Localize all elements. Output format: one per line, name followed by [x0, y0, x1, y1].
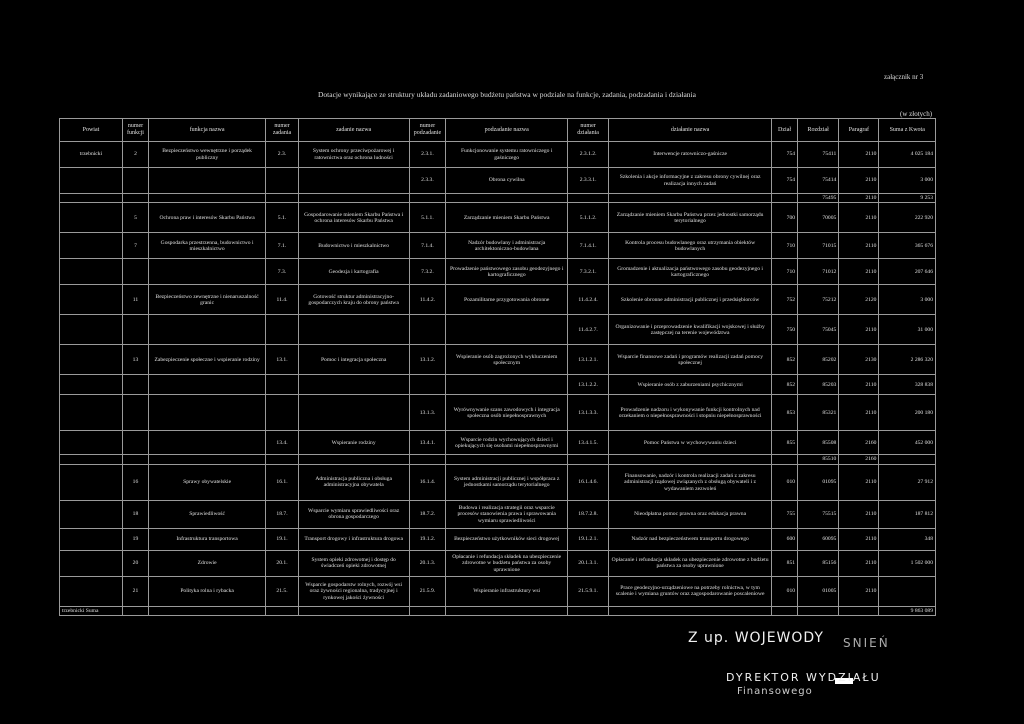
table-cell: 01095	[798, 464, 839, 500]
table-cell: Wspieranie infrastruktury wsi	[446, 576, 568, 606]
table-cell	[609, 606, 772, 615]
table-cell	[298, 375, 409, 395]
table-row	[60, 431, 936, 455]
column-header: zadanie nazwa	[298, 119, 409, 142]
table-cell: 11	[122, 285, 148, 315]
table-cell: 3 000	[879, 168, 936, 194]
table-cell: 13.1.2.	[409, 345, 446, 375]
table-cell: 600	[772, 528, 798, 550]
table-cell	[60, 203, 123, 233]
table-cell	[409, 455, 446, 464]
table-cell: 2110	[839, 375, 879, 395]
table-cell	[122, 606, 148, 615]
table-cell	[122, 259, 148, 285]
table-cell: 7.1.4.1.	[567, 233, 608, 259]
table-cell: 11.4.2.4.	[567, 285, 608, 315]
table-cell: Nieodpłatna pomoc prawna oraz edukacja prawna	[609, 500, 772, 528]
table-cell: 853	[772, 395, 798, 431]
table-cell: 18.7.2.8.	[567, 500, 608, 528]
table-cell: 71012	[798, 259, 839, 285]
column-header: numer działania	[567, 119, 608, 142]
table-cell: System administracji publicznej i współpraca z jednostkami samorządu terytorialnego	[446, 464, 568, 500]
table-cell: Wspieranie osób zagrożonych wykluczeniem społecznym	[446, 345, 568, 375]
table-cell	[122, 194, 148, 203]
table-cell	[298, 194, 409, 203]
table-cell: Budowa i realizacja strategii oraz wsparcie procesów stanowienia prawa i sprawowania wymiaru sprawiedliwości	[446, 500, 568, 528]
column-header: działanie nazwa	[609, 119, 772, 142]
table-cell: Bezpieczeństwo zewnętrzne i nienaruszalność granic	[149, 285, 266, 315]
table-cell	[60, 194, 123, 203]
table-cell	[409, 606, 446, 615]
table-cell: Szkolenia i akcje informacyjne z zakresu obrony cywilnej oraz realizacja innych zadań	[609, 168, 772, 194]
table-cell: 11.4.2.	[409, 285, 446, 315]
table-cell	[446, 606, 568, 615]
table-cell: 13.1.2.1.	[567, 345, 608, 375]
table-row	[60, 203, 936, 233]
table-cell	[879, 576, 936, 606]
table-row	[60, 500, 936, 528]
table-cell: 754	[772, 168, 798, 194]
table-cell: 7.1.4.	[409, 233, 446, 259]
table-cell: 21.5.9.1.	[567, 576, 608, 606]
table-cell: Finansowanie, nadzór i kontrola realizacji zadań z zakresu administracji rządowej związanych z obsługą obywateli i z wydawaniem zezwoleń	[609, 464, 772, 500]
table-cell: 19.1.2.1.	[567, 528, 608, 550]
table-row	[60, 464, 936, 500]
table-cell	[149, 455, 266, 464]
signature-line-3: Finansowego	[737, 686, 813, 697]
table-cell: Sprawy obywatelskie	[149, 464, 266, 500]
attachment-label: załącznik nr 3	[884, 73, 924, 81]
table-cell: 700	[772, 203, 798, 233]
table-cell: Wspieranie rodziny	[298, 431, 409, 455]
table-cell	[298, 315, 409, 345]
table-cell	[446, 375, 568, 395]
table-cell	[60, 168, 123, 194]
table-cell: Nadzór budowlany i administracja architektoniczno-budowlana	[446, 233, 568, 259]
table-cell: 2110	[839, 168, 879, 194]
table-cell: 755	[772, 500, 798, 528]
table-cell: Opłacanie i refundacja składek na ubezpieczenie zdrowotne w budżetu państwa za osoby uprawnione	[446, 550, 568, 576]
table-cell: 2.3.1.	[409, 142, 446, 168]
table-cell: Sprawiedliwość	[149, 500, 266, 528]
table-cell: Pomoc Państwa w wychowywaniu dzieci	[609, 431, 772, 455]
table-cell: 2160	[839, 455, 879, 464]
table-cell: 2110	[839, 395, 879, 431]
table-cell: 60095	[798, 528, 839, 550]
table-cell: trzebnicki	[60, 142, 123, 168]
table-cell	[60, 576, 123, 606]
table-cell	[122, 395, 148, 431]
table-cell	[122, 431, 148, 455]
table-cell: trzebnicki Suma	[60, 606, 123, 615]
table-cell	[609, 455, 772, 464]
table-cell: System opieki zdrowotnej i dostęp do świadczeń opieki zdrowotnej	[298, 550, 409, 576]
table-cell	[266, 168, 299, 194]
table-cell: Kontrola procesu budowlanego oraz utrzymania obiektów budowlanych	[609, 233, 772, 259]
table-cell: 855	[772, 431, 798, 455]
table-cell: Wsparcie rodzin wychowujących dzieci i opiekujących się osobami niepełnosprawnymi	[446, 431, 568, 455]
table-cell: 348	[879, 528, 936, 550]
table-cell: 16	[122, 464, 148, 500]
table-cell	[266, 315, 299, 345]
table-cell: 851	[772, 550, 798, 576]
table-cell: 31 000	[879, 315, 936, 345]
table-cell: 2110	[839, 259, 879, 285]
table-row	[60, 528, 936, 550]
table-cell: 852	[772, 375, 798, 395]
column-header: numer zadania	[266, 119, 299, 142]
table-cell: Geodezja i kartografia	[298, 259, 409, 285]
table-cell: 20.1.3.1.	[567, 550, 608, 576]
table-cell: 11.4.	[266, 285, 299, 315]
table-cell: Funkcjonowanie systemu ratowniczego i gaśniczego	[446, 142, 568, 168]
table-cell	[567, 606, 608, 615]
table-cell: Polityka rolna i rybacka	[149, 576, 266, 606]
table-row	[60, 455, 936, 464]
table-cell: Zabezpieczenie społeczne i wspieranie rodziny	[149, 345, 266, 375]
table-cell	[266, 606, 299, 615]
table-cell: Wsparcie finansowe zadań i programów realizacji zadań pomocy społecznej	[609, 345, 772, 375]
table-cell: Wsparcie wymiaru sprawiedliwości oraz obrona gospodarczego	[298, 500, 409, 528]
column-header: Suma z Kwota	[879, 119, 936, 142]
table-cell	[446, 455, 568, 464]
table-cell	[149, 194, 266, 203]
table-cell: 5.1.1.	[409, 203, 446, 233]
column-header: funkcja nazwa	[149, 119, 266, 142]
table-cell: 5.1.1.2.	[567, 203, 608, 233]
table-row	[60, 259, 936, 285]
table-cell: 16.1.	[266, 464, 299, 500]
table-cell: Bezpieczeństwo użytkowników sieci drogowej	[446, 528, 568, 550]
table-cell: 9 863 089	[879, 606, 936, 615]
table-cell: 13.4.1.5.	[567, 431, 608, 455]
table-cell: 710	[772, 233, 798, 259]
table-cell: 2	[122, 142, 148, 168]
table-row	[60, 285, 936, 315]
table-cell: 7	[122, 233, 148, 259]
table-cell: Gospodarowanie mieniem Skarbu Państwa i ochrona interesów Skarbu Państwa	[298, 203, 409, 233]
table-cell: 85203	[798, 375, 839, 395]
table-cell	[409, 194, 446, 203]
table-cell: 21.5.	[266, 576, 299, 606]
table-cell	[60, 550, 123, 576]
table-cell	[298, 168, 409, 194]
table-cell: 75411	[798, 142, 839, 168]
column-header: Dział	[772, 119, 798, 142]
table-cell: Zarządzanie mieniem Skarbu Państwa	[446, 203, 568, 233]
table-cell	[266, 194, 299, 203]
table-cell: Opłacanie i refundacja składek na ubezpieczenie zdrowotne z budżetu państwa za osoby uprawnione	[609, 550, 772, 576]
table-cell: 010	[772, 576, 798, 606]
table-cell: Transport drogowy i infrastruktura drogowa	[298, 528, 409, 550]
table-cell	[149, 259, 266, 285]
table-cell: Pomoc i integracja społeczna	[298, 345, 409, 375]
table-cell: 2110	[839, 233, 879, 259]
column-header: Powiat	[60, 119, 123, 142]
table-cell: 85321	[798, 395, 839, 431]
table-cell: 2110	[839, 194, 879, 203]
table-cell: Prowadzenie państwowego zasobu geodezyjnego i kartograficznego	[446, 259, 568, 285]
table-cell	[149, 168, 266, 194]
table-row	[60, 550, 936, 576]
table-cell: 852	[772, 345, 798, 375]
table-cell: 207 646	[879, 259, 936, 285]
table-cell: 21.5.9.	[409, 576, 446, 606]
table-cell: 27 912	[879, 464, 936, 500]
table-row	[60, 345, 936, 375]
table-cell: 13.4.1.	[409, 431, 446, 455]
table-cell	[122, 455, 148, 464]
table-cell: Ochrona praw i interesów Skarbu Państwa	[149, 203, 266, 233]
table-cell	[60, 285, 123, 315]
table-cell	[879, 455, 936, 464]
table-cell: Wspieranie osób z zaburzeniami psychicznymi	[609, 375, 772, 395]
table-cell: 11.4.2.7.	[567, 315, 608, 345]
table-cell	[567, 455, 608, 464]
table-cell	[149, 315, 266, 345]
table-cell	[798, 606, 839, 615]
table-cell	[298, 395, 409, 431]
table-cell: 85508	[798, 431, 839, 455]
table-cell	[60, 455, 123, 464]
table-row	[60, 395, 936, 431]
table-cell: 85156	[798, 550, 839, 576]
table-cell	[266, 395, 299, 431]
table-cell: 71015	[798, 233, 839, 259]
table-row	[60, 233, 936, 259]
table-cell: 70005	[798, 203, 839, 233]
table-cell	[772, 455, 798, 464]
table-cell	[122, 168, 148, 194]
signature-line-4: SNIEŃ	[843, 636, 890, 650]
table-cell: Gotowość struktur administracyjno-gospodarczych kraju do obrony państwa	[298, 285, 409, 315]
table-cell: 2110	[839, 315, 879, 345]
table-cell: 16.1.4.6.	[567, 464, 608, 500]
table-cell	[60, 464, 123, 500]
table-cell	[266, 375, 299, 395]
table-cell: Infrastruktura transportowa	[149, 528, 266, 550]
table-cell: 19.1.2.	[409, 528, 446, 550]
table-cell: 2110	[839, 203, 879, 233]
table-cell	[149, 431, 266, 455]
document-title: Dotacje wynikające ze struktury układu zadaniowego budżetu państwa w podziale na funkcje, zadania, podzadania i działania	[318, 90, 696, 99]
table-cell: 16.1.4.	[409, 464, 446, 500]
table-cell: 752	[772, 285, 798, 315]
table-cell	[446, 315, 568, 345]
table-cell: Wyrównywanie szans zawodowych i integracja społeczna osób niepełnosprawnych	[446, 395, 568, 431]
table-cell: 2120	[839, 285, 879, 315]
table-cell: 20.1.	[266, 550, 299, 576]
table-cell: 2 286 320	[879, 345, 936, 375]
table-cell: 222 920	[879, 203, 936, 233]
table-cell: Szkolenie obronne administracji publicznej i przedsiębiorców	[609, 285, 772, 315]
table-cell: 452 000	[879, 431, 936, 455]
table-cell: 75045	[798, 315, 839, 345]
table-cell: 75515	[798, 500, 839, 528]
table-cell: Zdrowie	[149, 550, 266, 576]
table-cell: 19.1.	[266, 528, 299, 550]
column-header: Paragraf	[839, 119, 879, 142]
table-cell: 20.1.3.	[409, 550, 446, 576]
table-cell: 75495	[798, 194, 839, 203]
table-cell	[772, 606, 798, 615]
table-cell	[839, 606, 879, 615]
signature-line-2: DYREKTOR WYDZIAŁU	[726, 671, 881, 684]
table-cell: 010	[772, 464, 798, 500]
table-cell: 7.3.2.1.	[567, 259, 608, 285]
column-header: numer funkcji	[122, 119, 148, 142]
table-cell: 187 812	[879, 500, 936, 528]
table-cell: 5	[122, 203, 148, 233]
table-row	[60, 315, 936, 345]
table-cell: 9 253	[879, 194, 936, 203]
table-cell	[60, 259, 123, 285]
column-header: numer podzadanie	[409, 119, 446, 142]
table-row	[60, 142, 936, 168]
table-header	[60, 119, 936, 142]
table-cell: 01005	[798, 576, 839, 606]
column-header: podzadanie nazwa	[446, 119, 568, 142]
table-cell: 13.1.3.	[409, 395, 446, 431]
table-row	[60, 606, 936, 615]
table-cell: Administracja publiczna i obsługa administracyjna obywatela	[298, 464, 409, 500]
table-cell: 13.1.3.3.	[567, 395, 608, 431]
table-cell	[122, 375, 148, 395]
table-cell	[266, 455, 299, 464]
table-cell: Nadzór nad bezpieczeństwem transportu drogowego	[609, 528, 772, 550]
table-cell	[409, 315, 446, 345]
table-cell	[60, 315, 123, 345]
table-cell: Zarządzanie mieniem Skarbu Państwa przez jednostki samorządu terytorialnego	[609, 203, 772, 233]
budget-table	[59, 118, 936, 616]
table-cell: 328 838	[879, 375, 936, 395]
table-cell: 18	[122, 500, 148, 528]
table-cell: 13.4.	[266, 431, 299, 455]
table-cell	[60, 395, 123, 431]
table-cell	[60, 233, 123, 259]
table-cell: 710	[772, 259, 798, 285]
table-cell: Interwencje ratowniczo-gaśnicze	[609, 142, 772, 168]
table-cell: 750	[772, 315, 798, 345]
table-cell: 1 502 000	[879, 550, 936, 576]
table-cell: Wsparcie gospodarstw rolnych, rozwój wsi oraz żywności regionalna, tradycyjnej i rynkowej jakości żywności	[298, 576, 409, 606]
table-cell	[298, 455, 409, 464]
table-cell: 2130	[839, 345, 879, 375]
table-cell	[609, 194, 772, 203]
table-body	[60, 142, 936, 616]
table-cell: Gospodarka przestrzenna, budownictwo i mieszkalnictwo	[149, 233, 266, 259]
table-cell: 2.3.	[266, 142, 299, 168]
table-cell: 754	[772, 142, 798, 168]
table-cell: 2110	[839, 464, 879, 500]
table-cell: 3 000	[879, 285, 936, 315]
table-cell: Pozamilitarne przygotowania obronne	[446, 285, 568, 315]
table-cell: Prace geodezyjno-urządzeniowe na potrzeby rolnictwa, w tym scalenie i wymiana gruntów oraz zagospodarowanie poscaleniowe	[609, 576, 772, 606]
table-cell: Budownictwo i mieszkalnictwo	[298, 233, 409, 259]
table-cell: 2110	[839, 528, 879, 550]
table-cell: 2110	[839, 142, 879, 168]
table-cell	[60, 345, 123, 375]
table-cell: 21	[122, 576, 148, 606]
table-cell	[149, 606, 266, 615]
table-cell	[60, 431, 123, 455]
table-row	[60, 168, 936, 194]
table-cell	[60, 500, 123, 528]
table-cell: 18.7.	[266, 500, 299, 528]
table-cell	[772, 194, 798, 203]
table-cell	[446, 194, 568, 203]
table-cell: Bezpieczeństwo wewnętrzne i porządek publiczny	[149, 142, 266, 168]
table-cell: 7.3.2.	[409, 259, 446, 285]
table-cell	[149, 375, 266, 395]
table-cell: 2110	[839, 500, 879, 528]
table-cell: Obrona cywilna	[446, 168, 568, 194]
table-cell: 7.1.	[266, 233, 299, 259]
table-cell: Organizowanie i przeprowadzenie kwalifikacji wojskowej i służby zastępczej na terenie województwa	[609, 315, 772, 345]
table-cell: 2.3.1.2.	[567, 142, 608, 168]
table-cell	[149, 395, 266, 431]
table-cell	[122, 315, 148, 345]
column-header: Rozdział	[798, 119, 839, 142]
table-cell	[409, 375, 446, 395]
table-cell: 200 180	[879, 395, 936, 431]
table-cell	[298, 606, 409, 615]
table-cell: 85202	[798, 345, 839, 375]
table-cell: System ochrony przeciwpożarowej i ratownictwa oraz ochrona ludności	[298, 142, 409, 168]
table-cell: 7.3.	[266, 259, 299, 285]
table-cell: 85510	[798, 455, 839, 464]
table-cell: 18.7.2.	[409, 500, 446, 528]
table-row	[60, 375, 936, 395]
table-cell	[60, 528, 123, 550]
table-cell: 2160	[839, 431, 879, 455]
unit-label: (w złotych)	[900, 110, 933, 118]
table-cell: 13	[122, 345, 148, 375]
table-cell: Gromadzenie i aktualizacja państwowego zasobu geodezyjnego i kartograficznego	[609, 259, 772, 285]
table-cell	[60, 375, 123, 395]
table-cell: 13.1.2.2.	[567, 375, 608, 395]
table-cell: 5.1.	[266, 203, 299, 233]
table-cell: 13.1.	[266, 345, 299, 375]
table-cell	[567, 194, 608, 203]
table-cell: 365 676	[879, 233, 936, 259]
table-cell: 2.3.3.1.	[567, 168, 608, 194]
table-cell: 75212	[798, 285, 839, 315]
table-cell: 20	[122, 550, 148, 576]
table-cell: 19	[122, 528, 148, 550]
signature-line-1: Z up. WOJEWODY	[688, 630, 824, 646]
table-row	[60, 576, 936, 606]
table-cell: 2110	[839, 576, 879, 606]
table-cell: Prowadzenie nadzoru i wykonywanie funkcji kontrolnych nad orzekaniem o niepełnosprawności i stopniu niepełnosprawności	[609, 395, 772, 431]
table-cell: 4 025 184	[879, 142, 936, 168]
table-cell: 2110	[839, 550, 879, 576]
table-cell: 2.3.3.	[409, 168, 446, 194]
table-row	[60, 194, 936, 203]
table-cell: 75414	[798, 168, 839, 194]
